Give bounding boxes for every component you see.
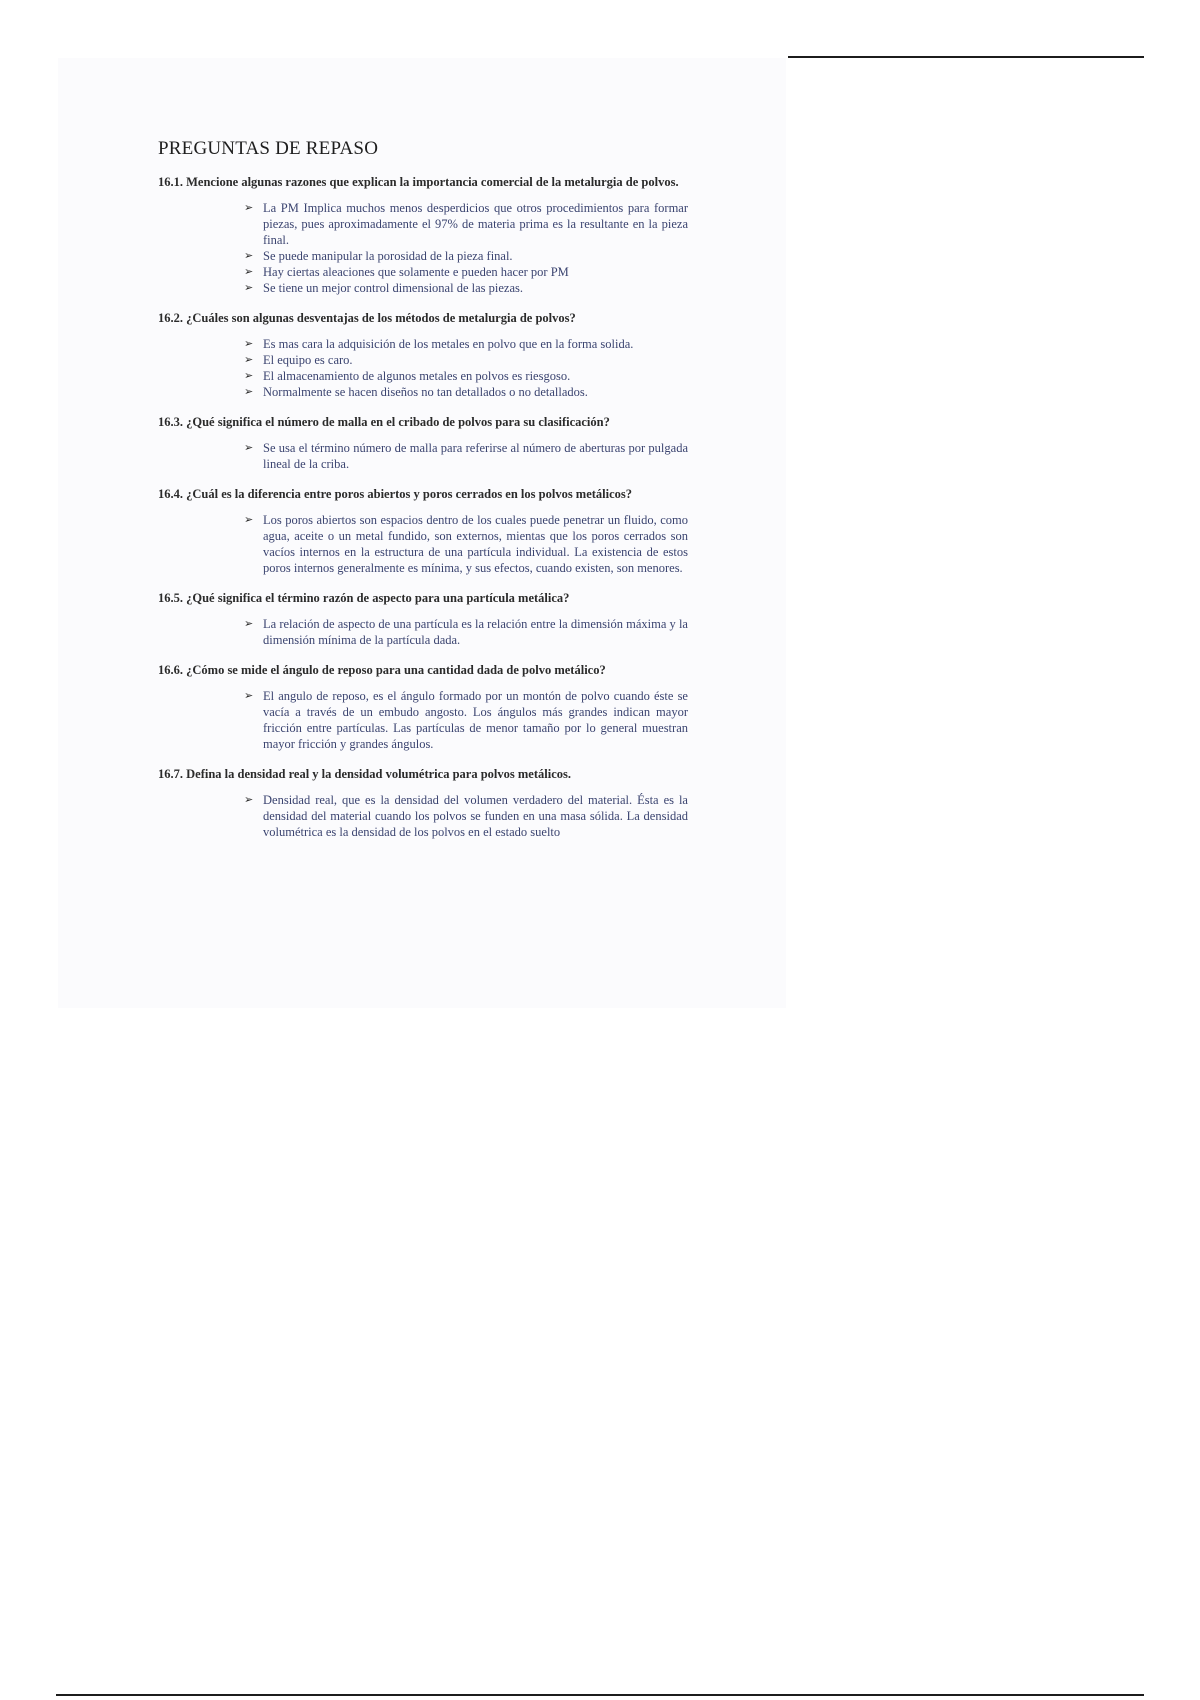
question-text: 16.6. ¿Cómo se mide el ángulo de reposo para una cantidad dada de polvo metálico? — [158, 663, 606, 677]
answer-item — [244, 384, 688, 400]
question-block — [158, 766, 688, 840]
answer-text: El equipo es caro. — [263, 353, 353, 367]
answer-text: Es mas cara la adquisición de los metales en polvo que en la forma solida. — [263, 337, 634, 351]
answer-item — [244, 352, 688, 368]
question-text: 16.1. Mencione algunas razones que explican la importancia comercial de la metalurgia de polvos. — [158, 175, 679, 189]
question-block — [158, 414, 688, 472]
arrowhead-bullet-icon: ➢ — [244, 266, 254, 278]
question-list — [158, 174, 688, 840]
arrowhead-bullet-icon: ➢ — [244, 514, 254, 526]
answer-item — [244, 280, 688, 296]
arrowhead-bullet-icon: ➢ — [244, 794, 254, 806]
answer-list — [158, 200, 688, 296]
arrowhead-bullet-icon: ➢ — [244, 690, 254, 702]
answer-list — [158, 336, 688, 400]
question-text: 16.7. Defina la densidad real y la densidad volumétrica para polvos metálicos. — [158, 767, 571, 781]
answer-list — [158, 440, 688, 472]
answer-text: Densidad real, que es la densidad del volumen verdadero del material. Ésta es la densidad del material cuando los polvos se funden en una masa sólida. La densidad volumétrica es la densidad de los polvos en el estado suelto — [263, 793, 688, 839]
arrowhead-bullet-icon: ➢ — [244, 338, 254, 350]
question-block — [158, 174, 688, 296]
arrowhead-bullet-icon: ➢ — [244, 250, 254, 262]
answer-text: Se puede manipular la porosidad de la pieza final. — [263, 249, 513, 263]
answer-text: Hay ciertas aleaciones que solamente e pueden hacer por PM — [263, 265, 569, 279]
question-block — [158, 590, 688, 648]
page-title: PREGUNTAS DE REPASO — [158, 138, 379, 159]
answer-item — [244, 512, 688, 576]
arrowhead-bullet-icon: ➢ — [244, 442, 254, 454]
answer-item — [244, 616, 688, 648]
answer-list — [158, 512, 688, 576]
answer-text: Se usa el término número de malla para referirse al número de aberturas por pulgada lineal de la criba. — [263, 441, 688, 471]
question-block — [158, 310, 688, 400]
answer-list — [158, 616, 688, 648]
answer-item — [244, 264, 688, 280]
document-body — [158, 138, 688, 854]
footer-rule — [56, 1694, 1144, 1696]
question-text: 16.3. ¿Qué significa el número de malla en el cribado de polvos para su clasificación? — [158, 415, 610, 429]
question-text: 16.4. ¿Cuál es la diferencia entre poros abiertos y poros cerrados en los polvos metálicos? — [158, 487, 633, 501]
arrowhead-bullet-icon: ➢ — [244, 370, 254, 382]
answer-text: El angulo de reposo, es el ángulo formado por un montón de polvo cuando éste se vacía a través de un embudo angosto. Los ángulos más grandes indican mayor fricción entre partículas. Las partículas de menor tamaño por lo general muestran mayor fricción y grandes ángulos. — [263, 689, 688, 751]
question-block — [158, 662, 688, 752]
question-text: 16.5. ¿Qué significa el término razón de aspecto para una partícula metálica? — [158, 591, 570, 605]
arrowhead-bullet-icon: ➢ — [244, 386, 254, 398]
answer-item — [244, 248, 688, 264]
answer-list — [158, 792, 688, 840]
answer-item — [244, 336, 688, 352]
arrowhead-bullet-icon: ➢ — [244, 282, 254, 294]
arrowhead-bullet-icon: ➢ — [244, 618, 254, 630]
question-text: 16.2. ¿Cuáles son algunas desventajas de los métodos de metalurgia de polvos? — [158, 311, 576, 325]
answer-text: Los poros abiertos son espacios dentro de los cuales puede penetrar un fluido, como agua, aceite o un metal fundido, son externos, mientas que los poros cerrados son vacíos internos en la estructura de una partícula individual. La existencia de estos poros internos generalmente es mínima, y sus efectos, cuando existen, son menores. — [263, 513, 688, 575]
answer-text: La relación de aspecto de una partícula es la relación entre la dimensión máxima y la dimensión mínima de la partícula dada. — [263, 617, 688, 647]
answer-item — [244, 200, 688, 248]
arrowhead-bullet-icon: ➢ — [244, 354, 254, 366]
question-block — [158, 486, 688, 576]
answer-text: Se tiene un mejor control dimensional de las piezas. — [263, 281, 523, 295]
answer-text: Normalmente se hacen diseños no tan detallados o no detallados. — [263, 385, 588, 399]
header-rule — [788, 56, 1144, 58]
arrowhead-bullet-icon: ➢ — [244, 202, 254, 214]
answer-list — [158, 688, 688, 752]
answer-item — [244, 440, 688, 472]
answer-item — [244, 688, 688, 752]
answer-text: La PM Implica muchos menos desperdicios que otros procedimientos para formar piezas, pues aproximadamente el 97% de materia prima es la resultante en la pieza final. — [263, 201, 688, 247]
answer-item — [244, 368, 688, 384]
answer-item — [244, 792, 688, 840]
answer-text: El almacenamiento de algunos metales en polvos es riesgoso. — [263, 369, 571, 383]
